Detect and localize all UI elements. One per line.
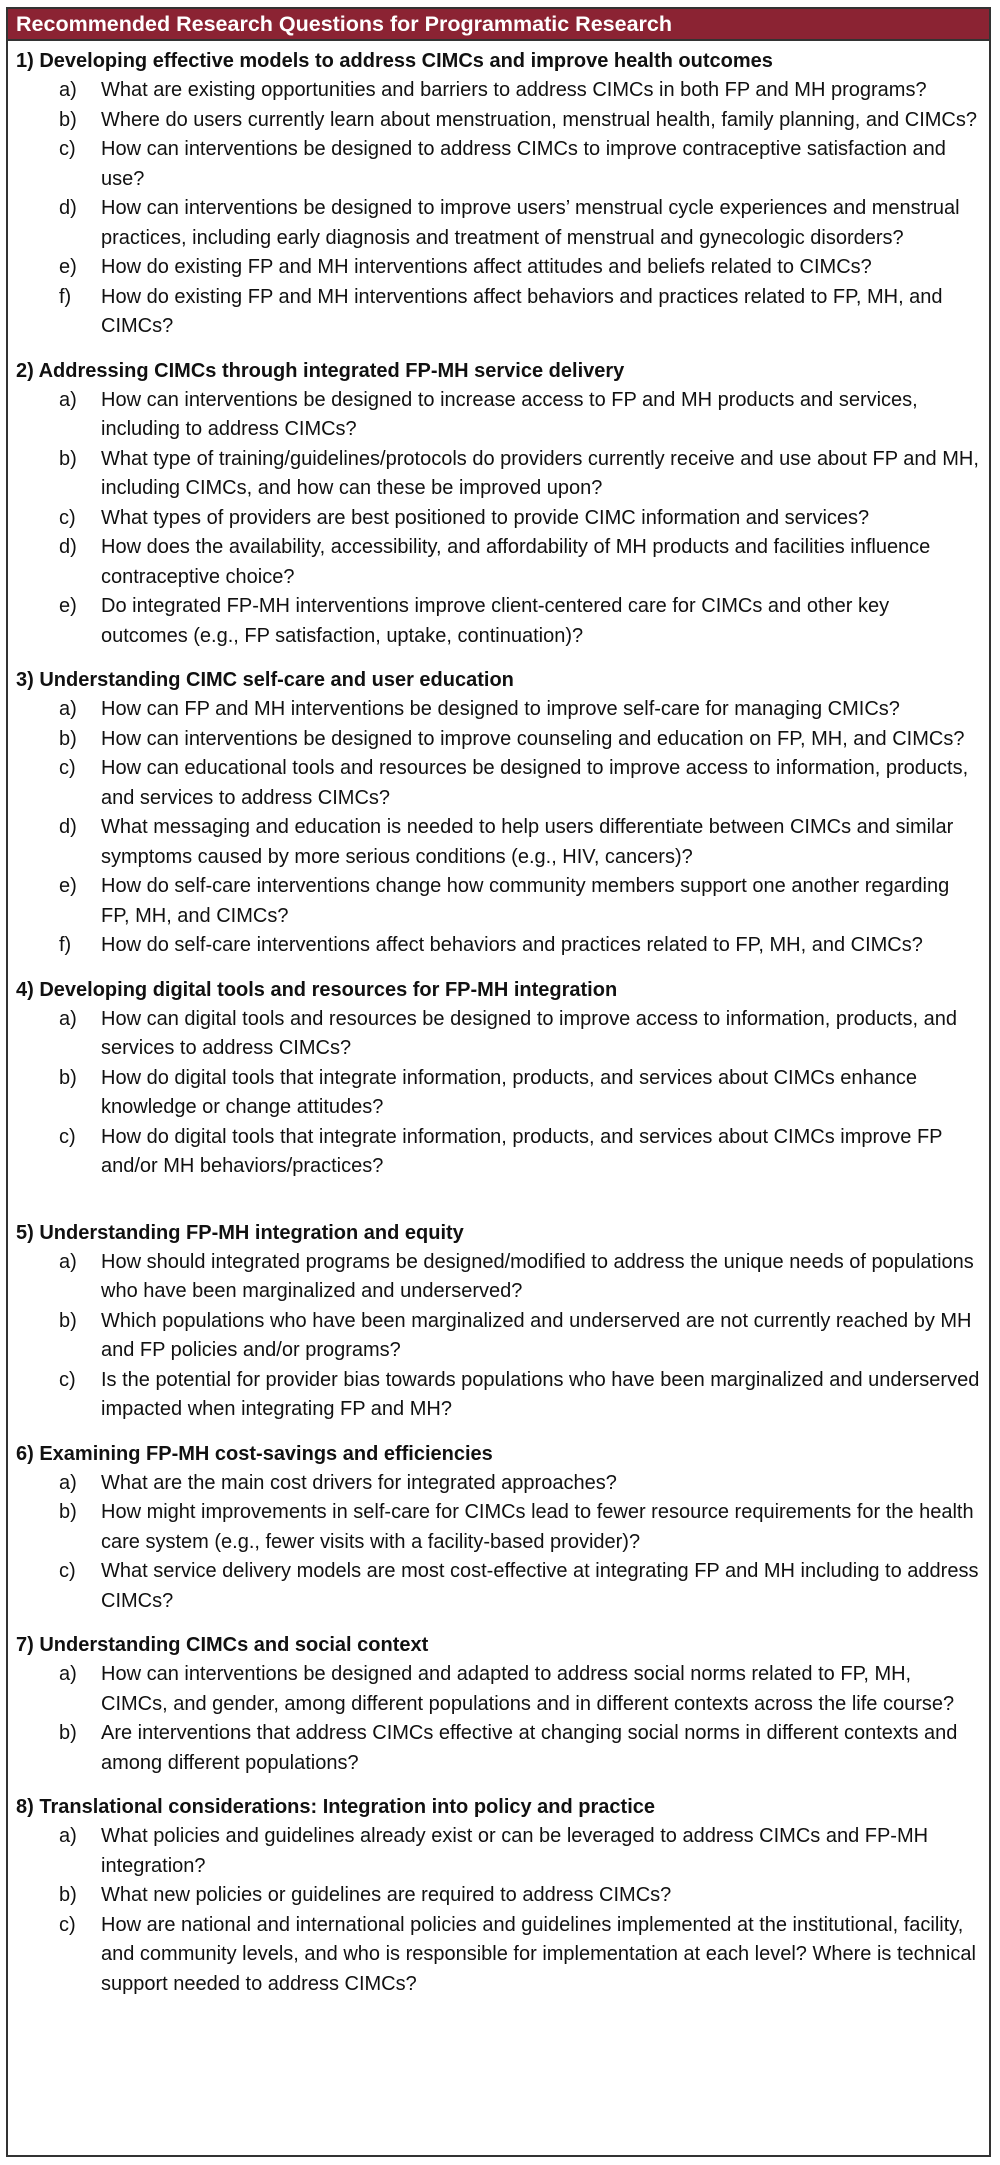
- question-list: [16, 1469, 981, 1617]
- item-letter: e): [59, 875, 77, 897]
- question-list: [16, 76, 981, 342]
- question-item: [16, 592, 981, 651]
- item-letter: a): [59, 698, 77, 720]
- item-text: How might improvements in self-care for CIMCs lead to fewer resource requirements for the health care system (e.g., fewer visits with a facility-based provider)?: [101, 1501, 974, 1553]
- question-item: [16, 1248, 981, 1307]
- item-letter: a): [59, 1007, 77, 1030]
- question-item: [16, 1660, 981, 1719]
- item-letter: a): [59, 1471, 77, 1494]
- item-text: How can interventions be designed to improve counseling and education on FP, MH, and CIMCs?: [101, 727, 965, 750]
- item-letter: c): [59, 1125, 76, 1148]
- question-item: [16, 1557, 981, 1616]
- item-letter: d): [59, 536, 77, 558]
- question-item: [16, 504, 981, 534]
- item-text: What type of training/guidelines/protocols do providers currently receive and use about FP and MH, including CIMCs, and how can these be improved upon?: [101, 447, 979, 499]
- item-letter: a): [59, 79, 77, 101]
- item-text: How do self-care interventions affect behaviors and practices related to FP, MH, and CIMCs?: [101, 934, 923, 956]
- section-heading: 4) Developing digital tools and resources for FP-MH integration: [16, 978, 618, 1001]
- section-heading: 6) Examining FP-MH cost-savings and efficiencies: [16, 1442, 493, 1465]
- section-spacer: [16, 651, 981, 666]
- item-letter: b): [59, 1501, 77, 1523]
- item-letter: d): [59, 197, 77, 219]
- question-item: [16, 1911, 981, 2000]
- question-section: [16, 1631, 981, 1778]
- item-letter: b): [59, 1722, 77, 1744]
- question-section: [16, 1440, 981, 1617]
- item-text: What service delivery models are most cost-effective at integrating FP and MH including to address CIMCs?: [101, 1560, 979, 1612]
- section-spacer: [16, 1425, 981, 1440]
- question-item: [16, 76, 981, 106]
- question-list: [16, 1822, 981, 1999]
- item-letter: c): [59, 757, 76, 779]
- section-heading: 2) Addressing CIMCs through integrated FP-MH service delivery: [16, 359, 625, 382]
- section-spacer: [16, 1616, 981, 1631]
- item-text: Are interventions that address CIMCs effective at changing social norms in different contexts and among different populations?: [101, 1722, 958, 1774]
- item-text: How can interventions be designed to address CIMCs to improve contraceptive satisfaction and use?: [101, 138, 946, 190]
- question-section: [16, 1793, 981, 1999]
- item-text: How can interventions be designed and adapted to address social norms related to FP, MH, CIMCs, and gender, among different populations and in different contexts across the life course?: [101, 1663, 955, 1715]
- item-text: Is the potential for provider bias towards populations who have been marginalized and underserved impacted when integrating FP and MH?: [101, 1368, 980, 1420]
- question-item: [16, 1719, 981, 1778]
- item-text: How should integrated programs be designed/modified to address the unique needs of populations who have been marginalized and underserved?: [101, 1250, 974, 1302]
- question-item: [16, 194, 981, 253]
- item-text: What new policies or guidelines are required to address CIMCs?: [101, 1884, 672, 1906]
- item-text: How can interventions be designed to improve users’ menstrual cycle experiences and menstrual practices, including early diagnosis and treatment of menstrual and gynecologic disorders?: [101, 197, 960, 249]
- item-text: How do digital tools that integrate information, products, and services about CIMCs enhance knowledge or change attitudes?: [101, 1066, 917, 1118]
- question-item: [16, 445, 981, 504]
- question-item: [16, 1498, 981, 1557]
- item-letter: e): [59, 595, 77, 617]
- section-heading: 1) Developing effective models to address CIMCs and improve health outcomes: [16, 50, 773, 72]
- item-text: What types of providers are best positioned to provide CIMC information and services?: [101, 506, 870, 529]
- item-letter: f): [59, 285, 72, 308]
- item-letter: b): [59, 1309, 77, 1332]
- item-text: Do integrated FP-MH interventions improve client-centered care for CIMCs and other key outcomes (e.g., FP satisfaction, uptake, continuation)?: [101, 595, 890, 647]
- question-section: [16, 666, 981, 961]
- item-letter: b): [59, 447, 77, 470]
- question-item: [16, 1469, 981, 1499]
- item-letter: b): [59, 1884, 77, 1906]
- question-item: [16, 1005, 981, 1064]
- item-letter: b): [59, 108, 77, 131]
- section-heading: 7) Understanding CIMCs and social context: [16, 1634, 429, 1656]
- item-letter: c): [59, 506, 76, 529]
- question-section: [16, 1219, 981, 1425]
- question-item: [16, 931, 981, 961]
- question-section: [16, 976, 981, 1182]
- question-item: [16, 1123, 981, 1182]
- item-letter: b): [59, 1066, 77, 1089]
- question-item: [16, 283, 981, 342]
- question-section: [16, 357, 981, 652]
- item-letter: b): [59, 727, 77, 750]
- question-item: [16, 386, 981, 445]
- question-list: [16, 1005, 981, 1182]
- item-text: What are the main cost drivers for integrated approaches?: [101, 1471, 617, 1494]
- question-item: [16, 1307, 981, 1366]
- item-text: What policies and guidelines already exist or can be leveraged to address CIMCs and FP-MH integration?: [101, 1825, 929, 1877]
- item-text: Which populations who have been marginalized and underserved are not currently reached by MH and FP policies and/or programs?: [101, 1309, 972, 1361]
- item-text: How can digital tools and resources be designed to improve access to information, products, and services to address CIMCs?: [101, 1007, 958, 1059]
- item-text: How do existing FP and MH interventions affect attitudes and beliefs related to CIMCs?: [101, 256, 872, 278]
- section-spacer: [16, 1182, 981, 1219]
- section-spacer: [16, 961, 981, 976]
- item-text: How does the availability, accessibility, and affordability of MH products and facilities influence contraceptive choice?: [101, 536, 931, 588]
- item-letter: f): [59, 934, 72, 956]
- question-item: [16, 253, 981, 283]
- question-item: [16, 725, 981, 755]
- question-item: [16, 135, 981, 194]
- question-item: [16, 754, 981, 813]
- item-letter: a): [59, 1250, 77, 1273]
- item-letter: c): [59, 1560, 76, 1582]
- item-text: How can educational tools and resources be designed to improve access to information, products, and services to address CIMCs?: [101, 757, 969, 809]
- item-letter: c): [59, 138, 76, 160]
- item-text: What messaging and education is needed to help users differentiate between CIMCs and similar symptoms caused by more serious conditions (e.g., HIV, cancers)?: [101, 816, 954, 868]
- item-text: Where do users currently learn about menstruation, menstrual health, family planning, and CIMCs?: [101, 108, 977, 131]
- question-item: [16, 1881, 981, 1911]
- item-letter: a): [59, 388, 77, 411]
- section-heading: 8) Translational considerations: Integration into policy and practice: [16, 1796, 656, 1818]
- question-item: [16, 106, 981, 136]
- question-item: [16, 533, 981, 592]
- item-text: How can FP and MH interventions be designed to improve self-care for managing CMICs?: [101, 698, 900, 720]
- item-letter: a): [59, 1663, 77, 1685]
- item-text: How do digital tools that integrate information, products, and services about CIMCs improve FP and/or MH behaviors/practices?: [101, 1125, 943, 1177]
- section-spacer: [16, 1778, 981, 1793]
- item-letter: a): [59, 1825, 77, 1847]
- item-text: How are national and international policies and guidelines implemented at the institutional, facility, and community levels, and who is responsible for implementation at each level? Where is technical support needed to address CIMCs?: [101, 1913, 976, 1995]
- question-item: [16, 1366, 981, 1425]
- question-list: [16, 386, 981, 652]
- question-list: [16, 1248, 981, 1425]
- question-item: [16, 1064, 981, 1123]
- question-item: [16, 872, 981, 931]
- section-heading: 5) Understanding FP-MH integration and equity: [16, 1221, 464, 1244]
- item-text: What are existing opportunities and barriers to address CIMCs in both FP and MH programs?: [101, 79, 927, 101]
- item-letter: c): [59, 1913, 76, 1936]
- item-text: How can interventions be designed to increase access to FP and MH products and services, including to address CIMCs?: [101, 388, 918, 440]
- question-section: [16, 47, 981, 342]
- question-item: [16, 1822, 981, 1881]
- question-item: [16, 695, 981, 725]
- research-questions-table: [6, 7, 991, 2157]
- question-list: [16, 695, 981, 961]
- section-spacer: [16, 342, 981, 357]
- questions-content: [8, 41, 989, 1999]
- question-list: [16, 1660, 981, 1778]
- item-letter: e): [59, 256, 77, 278]
- item-letter: d): [59, 816, 77, 838]
- section-heading: 3) Understanding CIMC self-care and user education: [16, 669, 514, 691]
- question-item: [16, 813, 981, 872]
- item-text: How do existing FP and MH interventions affect behaviors and practices related to FP, MH, and CIMCs?: [101, 285, 943, 337]
- item-text: How do self-care interventions change how community members support one another regarding FP, MH, and CIMCs?: [101, 875, 950, 927]
- table-title: Recommended Research Questions for Programmatic Research: [8, 9, 989, 41]
- item-letter: c): [59, 1368, 76, 1391]
